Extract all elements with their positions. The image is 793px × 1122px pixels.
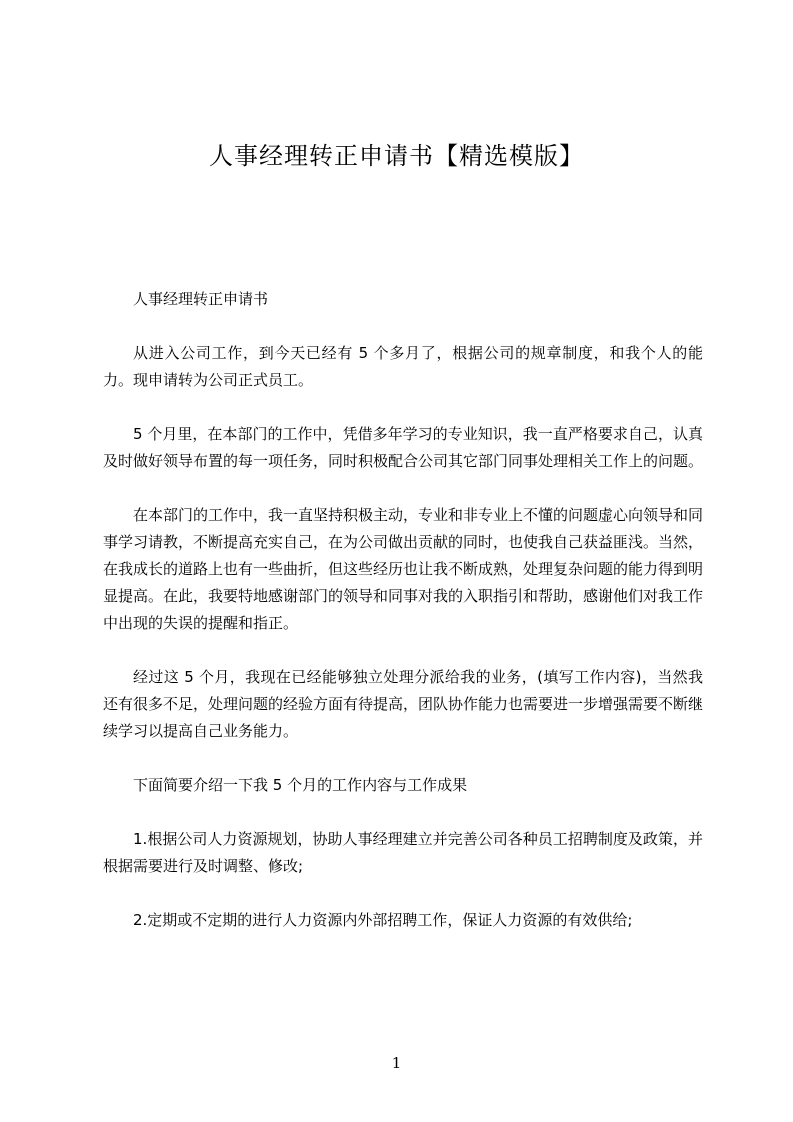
document-body xyxy=(103,286,703,961)
paragraph-current-ability: 经过这 5 个月，我现在已经能够独立处理分派给我的业务，(填写工作内容)，当然我还有很多不足，处理问题的经验方面有待提高，团队协作能力也需要进一步增强需要不断继续学习以提高自己业务能力。 xyxy=(103,668,704,740)
paragraph-five-months: 5 个月里，在本部门的工作中，凭借多年学习的专业知识，我一直严格要求自己，认真及时做好领导布置的每一项任务，同时积极配合公司其它部门同事处理相关工作上的问题。 xyxy=(103,425,704,470)
document-title: 人事经理转正申请书【精选模版】 xyxy=(209,142,584,170)
paragraph-department-work: 在本部门的工作中，我一直坚持积极主动，专业和非专业上不懂的问题虚心向领导和同事学习请教，不断提高充实自己，在为公司做出贡献的同时，也使我自己获益匪浅。当然，在我成长的道路上也有一些曲折，但这些经历也让我不断成熟，处理复杂问题的能力得到明显提高。在此，我要特地感谢部门的领导和同事对我的入职指引和帮助，感谢他们对我工作中出现的失误的提醒和指正。 xyxy=(103,506,704,632)
paragraph-work-summary-intro: 下面简要介绍一下我 5 个月的工作内容与工作成果 xyxy=(133,776,468,794)
paragraph-intro: 从进入公司工作，到今天已经有 5 个多月了，根据公司的规章制度，和我个人的能力。现申请转为公司正式员工。 xyxy=(103,344,703,389)
page-number: 1 xyxy=(391,1054,402,1072)
paragraph-heading: 人事经理转正申请书 xyxy=(133,290,269,308)
list-item-2: 2.定期或不定期的进行人力资源内外部招聘工作，保证人力资源的有效供给; xyxy=(133,911,633,929)
list-item-1: 1.根据公司人力资源规划，协助人事经理建立并完善公司各种员工招聘制度及政策，并根据需要进行及时调整、修改; xyxy=(103,830,703,875)
